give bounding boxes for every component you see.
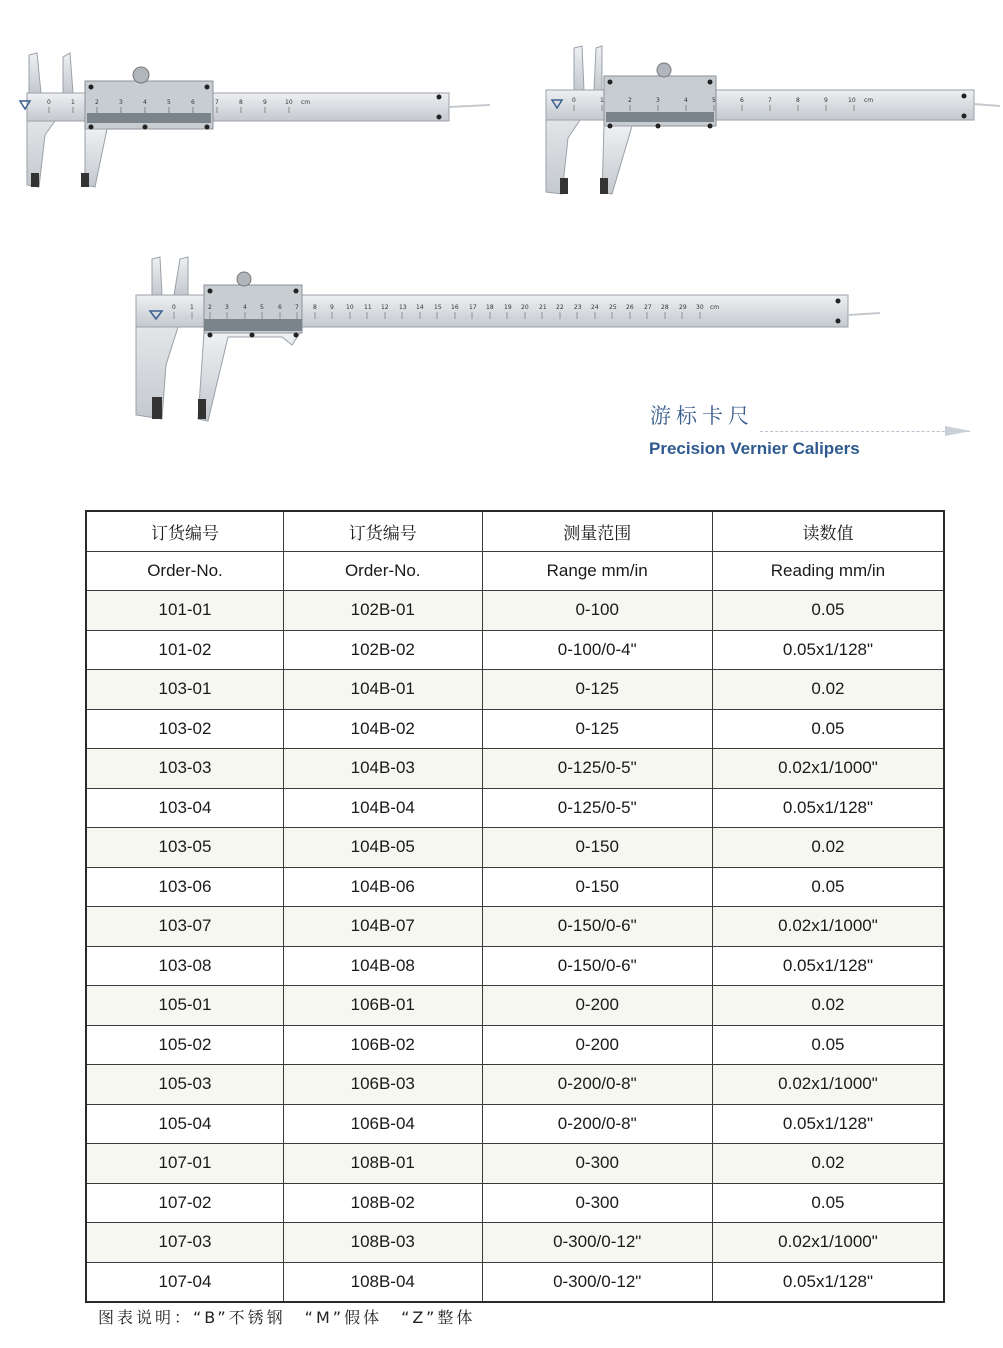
table-cell: 103-07: [86, 907, 284, 947]
table-cell: 0-300: [482, 1144, 712, 1184]
title-divider: [760, 431, 970, 432]
table-row: [86, 630, 944, 670]
scale-label: 3: [225, 304, 229, 311]
table-cell: 105-02: [86, 1025, 284, 1065]
table-row: [86, 1065, 944, 1105]
header-cell: Reading mm/in: [712, 551, 944, 591]
scale-label: 27: [644, 304, 652, 311]
table-cell: 0.05: [712, 867, 944, 907]
scale-label: 4: [243, 304, 247, 311]
scale-label: 15: [434, 304, 442, 311]
table-cell: 106B-01: [284, 986, 483, 1026]
table-row: [86, 1104, 944, 1144]
table-cell: 108B-04: [284, 1262, 483, 1302]
table-row: [86, 867, 944, 907]
scale-label: 22: [556, 304, 564, 311]
table-cell: 0.05: [712, 1025, 944, 1065]
table-cell: 104B-01: [284, 670, 483, 710]
table-row: [86, 1144, 944, 1184]
scale-label: 3: [119, 99, 123, 106]
table-cell: 0.05x1/128": [712, 630, 944, 670]
scale-label: 12: [381, 304, 389, 311]
table-cell: 108B-03: [284, 1223, 483, 1263]
scale-label: 9: [824, 97, 828, 104]
scale-label: 24: [591, 304, 599, 311]
table-cell: 0-125/0-5": [482, 788, 712, 828]
scale-label: 2: [95, 99, 99, 106]
table-cell: 0.02x1/1000": [712, 1065, 944, 1105]
scale-label: 7: [295, 304, 299, 311]
table-row: [86, 828, 944, 868]
scale-label: 30: [696, 304, 704, 311]
scale-unit: cm: [710, 304, 720, 311]
scale-label: 5: [167, 99, 171, 106]
scale-label: 11: [364, 304, 372, 311]
scale-label: 29: [679, 304, 687, 311]
table-cell: 0-100/0-4": [482, 630, 712, 670]
header-cell: Order-No.: [86, 551, 284, 591]
scale-label: 1: [600, 97, 604, 104]
scale-label: 10: [346, 304, 354, 311]
arrow-icon: [945, 426, 971, 436]
scale-label: 3: [656, 97, 660, 104]
table-cell: 0-200/0-8": [482, 1065, 712, 1105]
table-cell: 104B-04: [284, 788, 483, 828]
table-cell: 0.05: [712, 1183, 944, 1223]
table-cell: 107-04: [86, 1262, 284, 1302]
table-cell: 106B-04: [284, 1104, 483, 1144]
table-cell: 0-300/0-12": [482, 1262, 712, 1302]
table-cell: 107-03: [86, 1223, 284, 1263]
scale-label: 6: [278, 304, 282, 311]
table-row: [86, 1262, 944, 1302]
table-cell: 105-04: [86, 1104, 284, 1144]
scale-label: 0: [572, 97, 576, 104]
scale-label: 19: [504, 304, 512, 311]
table-cell: 104B-06: [284, 867, 483, 907]
table-cell: 0.02x1/1000": [712, 1223, 944, 1263]
scale-label: 9: [330, 304, 334, 311]
table-cell: 0-200: [482, 986, 712, 1026]
table-cell: 103-05: [86, 828, 284, 868]
table-cell: 0.05: [712, 709, 944, 749]
table-cell: 0-125: [482, 709, 712, 749]
table-cell: 0-150/0-6": [482, 946, 712, 986]
caliper-image-large: [132, 255, 882, 425]
table-cell: 107-02: [86, 1183, 284, 1223]
header-cell: 订货编号: [284, 511, 483, 551]
table-cell: 105-01: [86, 986, 284, 1026]
caliper-image-small-2: [540, 42, 1000, 200]
scale-label: 20: [521, 304, 529, 311]
scale-label: 25: [609, 304, 617, 311]
table-cell: 106B-03: [284, 1065, 483, 1105]
scale-label: 7: [768, 97, 772, 104]
table-cell: 107-01: [86, 1144, 284, 1184]
table-header-cn: [86, 511, 944, 551]
table-row: [86, 946, 944, 986]
header-cell: 读数值: [712, 511, 944, 551]
header-cell: Order-No.: [284, 551, 483, 591]
scale-label: 13: [399, 304, 407, 311]
scale-label: 4: [143, 99, 147, 106]
scale-label: 8: [796, 97, 800, 104]
table-cell: 103-06: [86, 867, 284, 907]
catalog-title-cn: 游标卡尺: [650, 404, 754, 428]
scale-label: 2: [208, 304, 212, 311]
table-cell: 103-03: [86, 749, 284, 789]
table-cell: 0.02x1/1000": [712, 907, 944, 947]
table-cell: 0-200: [482, 1025, 712, 1065]
table-row: [86, 1223, 944, 1263]
scale-label: 6: [191, 99, 195, 106]
scale-label: 6: [740, 97, 744, 104]
scale-label: 14: [416, 304, 424, 311]
scale-label: 17: [469, 304, 477, 311]
scale-label: 28: [661, 304, 669, 311]
scale-label: 0: [47, 99, 51, 106]
table-cell: 0.05x1/128": [712, 788, 944, 828]
scale-label: 21: [539, 304, 547, 311]
scale-label: 5: [260, 304, 264, 311]
table-cell: 0.05: [712, 591, 944, 631]
table-footnote: 图表说明：“B”不锈钢 “M”假体 “Z”整体: [98, 1308, 476, 1327]
table-cell: 103-02: [86, 709, 284, 749]
table-cell: 0-125/0-5": [482, 749, 712, 789]
table-row: [86, 1183, 944, 1223]
scale-label: 1: [190, 304, 194, 311]
table-row: [86, 709, 944, 749]
table-cell: 0-125: [482, 670, 712, 710]
table-cell: 0-150/0-6": [482, 907, 712, 947]
table-header-en: [86, 551, 944, 591]
scale-label: 0: [172, 304, 176, 311]
table-cell: 0-150: [482, 867, 712, 907]
table-row: [86, 591, 944, 631]
table-cell: 0.02: [712, 986, 944, 1026]
table-cell: 0.05x1/128": [712, 1262, 944, 1302]
table-cell: 0.02: [712, 670, 944, 710]
table-cell: 101-02: [86, 630, 284, 670]
table-cell: 0.05x1/128": [712, 1104, 944, 1144]
table-cell: 105-03: [86, 1065, 284, 1105]
header-cell: Range mm/in: [482, 551, 712, 591]
table-cell: 0-300: [482, 1183, 712, 1223]
table-cell: 0-150: [482, 828, 712, 868]
table-cell: 0-100: [482, 591, 712, 631]
scale-label: 9: [263, 99, 267, 106]
scale-label: 2: [628, 97, 632, 104]
scale-label: 1: [71, 99, 75, 106]
header-cell: 订货编号: [86, 511, 284, 551]
table-cell: 103-04: [86, 788, 284, 828]
scale-label: 26: [626, 304, 634, 311]
table-cell: 108B-02: [284, 1183, 483, 1223]
table-cell: 0-200/0-8": [482, 1104, 712, 1144]
table-row: [86, 986, 944, 1026]
scale-label: 8: [239, 99, 243, 106]
catalog-title-en: Precision Vernier Calipers: [649, 439, 860, 458]
table-row: [86, 670, 944, 710]
spec-table: [85, 510, 945, 1303]
table-cell: 104B-02: [284, 709, 483, 749]
scale-unit: cm: [864, 97, 874, 104]
scale-label: 23: [574, 304, 582, 311]
scale-label: 5: [712, 97, 716, 104]
table-cell: 102B-01: [284, 591, 483, 631]
table-cell: 104B-03: [284, 749, 483, 789]
table-cell: 0-300/0-12": [482, 1223, 712, 1263]
table-cell: 103-01: [86, 670, 284, 710]
scale-label: 8: [313, 304, 317, 311]
header-cell: 测量范围: [482, 511, 712, 551]
table-cell: 104B-08: [284, 946, 483, 986]
table-row: [86, 788, 944, 828]
scale-label: 10: [285, 99, 293, 106]
scale-unit: cm: [301, 99, 311, 106]
table-cell: 0.02: [712, 1144, 944, 1184]
caliper-image-small-1: [15, 45, 490, 195]
table-cell: 0.02: [712, 828, 944, 868]
scale-label: 18: [486, 304, 494, 311]
table-cell: 108B-01: [284, 1144, 483, 1184]
scale-label: 7: [215, 99, 219, 106]
table-cell: 106B-02: [284, 1025, 483, 1065]
table-cell: 101-01: [86, 591, 284, 631]
table-cell: 102B-02: [284, 630, 483, 670]
table-cell: 0.05x1/128": [712, 946, 944, 986]
table-row: [86, 749, 944, 789]
table-cell: 0.02x1/1000": [712, 749, 944, 789]
table-cell: 104B-05: [284, 828, 483, 868]
scale-label: 16: [451, 304, 459, 311]
table-row: [86, 1025, 944, 1065]
scale-label: 4: [684, 97, 688, 104]
table-cell: 104B-07: [284, 907, 483, 947]
table-row: [86, 907, 944, 947]
scale-label: 10: [848, 97, 856, 104]
table-cell: 103-08: [86, 946, 284, 986]
